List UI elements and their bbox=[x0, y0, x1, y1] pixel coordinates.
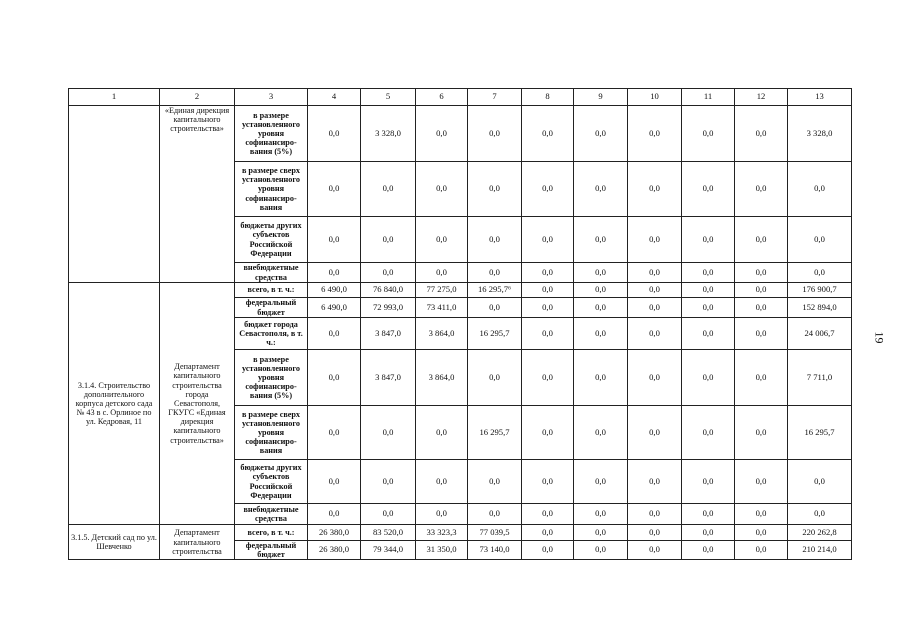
value-cell: 0,0 bbox=[735, 283, 788, 298]
value-cell: 0,0 bbox=[682, 263, 735, 283]
header-cell: 2 bbox=[160, 89, 235, 106]
organization-cell: Департамент капитального строительства города Севастополя, ГКУГС «Единая дирекция капитального строительства» bbox=[160, 283, 235, 525]
value-cell: 0,0 bbox=[416, 504, 468, 525]
header-cell: 9 bbox=[574, 89, 628, 106]
value-cell: 0,0 bbox=[522, 541, 574, 560]
value-cell: 24 006,7 bbox=[788, 318, 852, 350]
value-cell: 0,0 bbox=[522, 283, 574, 298]
value-cell: 0,0 bbox=[628, 162, 682, 217]
funding-category-cell: внебюджетные средства bbox=[235, 263, 308, 283]
value-cell: 0,0 bbox=[735, 217, 788, 263]
value-cell: 0,0 bbox=[735, 460, 788, 504]
value-cell: 0,0 bbox=[682, 541, 735, 560]
project-name-cell: 3.1.4. Строительство дополнительного корпуса детского сада № 43 в с. Орлиное по ул. Кедровая, 11 bbox=[69, 283, 160, 525]
value-cell: 0,0 bbox=[361, 504, 416, 525]
value-cell: 3 328,0 bbox=[788, 106, 852, 162]
value-cell: 0,0 bbox=[788, 162, 852, 217]
value-cell: 0,0 bbox=[682, 162, 735, 217]
value-cell: 0,0 bbox=[682, 406, 735, 460]
value-cell: 0,0 bbox=[735, 504, 788, 525]
value-cell: 3 847,0 bbox=[361, 350, 416, 406]
value-cell: 0,0 bbox=[308, 106, 361, 162]
value-cell: 6 490,0 bbox=[308, 283, 361, 298]
value-cell: 0,0 bbox=[574, 217, 628, 263]
header-row bbox=[69, 89, 852, 106]
value-cell: 0,0 bbox=[574, 318, 628, 350]
page-number: 19 bbox=[872, 331, 887, 344]
value-cell: 0,0 bbox=[682, 525, 735, 541]
table-row bbox=[69, 283, 852, 298]
value-cell: 0,0 bbox=[522, 217, 574, 263]
value-cell: 0,0 bbox=[682, 350, 735, 406]
value-cell: 76 840,0 bbox=[361, 283, 416, 298]
value-cell: 6 490,0 bbox=[308, 298, 361, 318]
value-cell: 0,0 bbox=[682, 504, 735, 525]
value-cell: 77 039,5 bbox=[468, 525, 522, 541]
funding-category-cell: бюджет города Севастополя, в т. ч.: bbox=[235, 318, 308, 350]
value-cell: 0,0 bbox=[682, 298, 735, 318]
organization-cell: Департамент капитального строительства bbox=[160, 525, 235, 560]
value-cell: 0,0 bbox=[628, 263, 682, 283]
value-cell: 0,0 bbox=[308, 217, 361, 263]
value-cell: 0,0 bbox=[682, 283, 735, 298]
value-cell: 0,0 bbox=[361, 460, 416, 504]
value-cell: 0,0 bbox=[361, 162, 416, 217]
value-cell: 16 295,7⁶ bbox=[468, 283, 522, 298]
value-cell: 16 295,7 bbox=[788, 406, 852, 460]
value-cell: 0,0 bbox=[788, 504, 852, 525]
value-cell: 0,0 bbox=[628, 406, 682, 460]
value-cell: 0,0 bbox=[735, 263, 788, 283]
value-cell: 73 140,0 bbox=[468, 541, 522, 560]
value-cell: 0,0 bbox=[574, 406, 628, 460]
value-cell: 0,0 bbox=[308, 460, 361, 504]
value-cell: 7 711,0 bbox=[788, 350, 852, 406]
value-cell: 3 847,0 bbox=[361, 318, 416, 350]
funding-category-cell: в размере установленного уровня софинансиро-вания (5%) bbox=[235, 350, 308, 406]
value-cell: 0,0 bbox=[468, 504, 522, 525]
header-cell: 7 bbox=[468, 89, 522, 106]
header-cell: 4 bbox=[308, 89, 361, 106]
value-cell: 31 350,0 bbox=[416, 541, 468, 560]
value-cell: 0,0 bbox=[361, 217, 416, 263]
value-cell: 0,0 bbox=[574, 350, 628, 406]
value-cell: 0,0 bbox=[416, 460, 468, 504]
value-cell: 0,0 bbox=[416, 263, 468, 283]
funding-category-cell: в размере сверх установленного уровня софинансиро-вания bbox=[235, 406, 308, 460]
value-cell: 0,0 bbox=[574, 263, 628, 283]
value-cell: 16 295,7 bbox=[468, 318, 522, 350]
funding-category-cell: внебюджетные средства bbox=[235, 504, 308, 525]
table-row bbox=[69, 106, 852, 162]
header-cell: 8 bbox=[522, 89, 574, 106]
value-cell: 0,0 bbox=[308, 162, 361, 217]
value-cell: 0,0 bbox=[308, 318, 361, 350]
funding-category-cell: федеральный бюджет bbox=[235, 541, 308, 560]
header-cell: 12 bbox=[735, 89, 788, 106]
value-cell: 26 380,0 bbox=[308, 525, 361, 541]
header-cell: 5 bbox=[361, 89, 416, 106]
value-cell: 0,0 bbox=[682, 217, 735, 263]
value-cell: 0,0 bbox=[416, 106, 468, 162]
value-cell: 0,0 bbox=[522, 106, 574, 162]
value-cell: 0,0 bbox=[522, 263, 574, 283]
funding-category-cell: всего, в т. ч.: bbox=[235, 525, 308, 541]
value-cell: 83 520,0 bbox=[361, 525, 416, 541]
funding-category-cell: в размере установленного уровня софинансиро-вания (5%) bbox=[235, 106, 308, 162]
value-cell: 3 328,0 bbox=[361, 106, 416, 162]
value-cell: 0,0 bbox=[416, 162, 468, 217]
value-cell: 0,0 bbox=[574, 106, 628, 162]
value-cell: 0,0 bbox=[522, 406, 574, 460]
header-cell: 3 bbox=[235, 89, 308, 106]
project-name-cell: 3.1.5. Детский сад по ул. Шевченко bbox=[69, 525, 160, 560]
value-cell: 73 411,0 bbox=[416, 298, 468, 318]
value-cell: 33 323,3 bbox=[416, 525, 468, 541]
value-cell: 0,0 bbox=[468, 460, 522, 504]
value-cell: 0,0 bbox=[574, 162, 628, 217]
value-cell: 0,0 bbox=[361, 406, 416, 460]
value-cell: 26 380,0 bbox=[308, 541, 361, 560]
value-cell: 0,0 bbox=[522, 525, 574, 541]
value-cell: 0,0 bbox=[468, 263, 522, 283]
value-cell: 0,0 bbox=[522, 504, 574, 525]
value-cell: 0,0 bbox=[416, 217, 468, 263]
value-cell: 0,0 bbox=[522, 318, 574, 350]
value-cell: 0,0 bbox=[628, 298, 682, 318]
value-cell: 0,0 bbox=[628, 283, 682, 298]
value-cell: 0,0 bbox=[574, 298, 628, 318]
table-row bbox=[69, 525, 852, 541]
value-cell: 0,0 bbox=[416, 406, 468, 460]
funding-category-cell: всего, в т. ч.: bbox=[235, 283, 308, 298]
funding-category-cell: бюджеты других субъектов Российской Федерации bbox=[235, 460, 308, 504]
value-cell: 0,0 bbox=[628, 541, 682, 560]
value-cell: 0,0 bbox=[468, 350, 522, 406]
value-cell: 0,0 bbox=[628, 350, 682, 406]
value-cell: 0,0 bbox=[788, 460, 852, 504]
header-cell: 1 bbox=[69, 89, 160, 106]
value-cell: 0,0 bbox=[468, 298, 522, 318]
value-cell: 176 900,7 bbox=[788, 283, 852, 298]
value-cell: 0,0 bbox=[735, 162, 788, 217]
value-cell: 0,0 bbox=[628, 525, 682, 541]
value-cell: 0,0 bbox=[574, 460, 628, 504]
value-cell: 0,0 bbox=[735, 350, 788, 406]
value-cell: 210 214,0 bbox=[788, 541, 852, 560]
value-cell: 16 295,7 bbox=[468, 406, 522, 460]
value-cell: 79 344,0 bbox=[361, 541, 416, 560]
value-cell: 0,0 bbox=[735, 298, 788, 318]
header-cell: 6 bbox=[416, 89, 468, 106]
organization-cell: «Единая дирекция капитального строительства» bbox=[160, 106, 235, 283]
value-cell: 0,0 bbox=[522, 460, 574, 504]
value-cell: 0,0 bbox=[574, 283, 628, 298]
value-cell: 77 275,0 bbox=[416, 283, 468, 298]
value-cell: 0,0 bbox=[468, 106, 522, 162]
value-cell: 152 894,0 bbox=[788, 298, 852, 318]
value-cell: 0,0 bbox=[308, 263, 361, 283]
value-cell: 0,0 bbox=[788, 263, 852, 283]
budget-table bbox=[68, 88, 852, 560]
value-cell: 0,0 bbox=[574, 525, 628, 541]
value-cell: 0,0 bbox=[682, 460, 735, 504]
value-cell: 0,0 bbox=[735, 106, 788, 162]
funding-category-cell: бюджеты других субъектов Российской Федерации bbox=[235, 217, 308, 263]
value-cell: 72 993,0 bbox=[361, 298, 416, 318]
value-cell: 0,0 bbox=[574, 541, 628, 560]
value-cell: 3 864,0 bbox=[416, 318, 468, 350]
value-cell: 0,0 bbox=[735, 406, 788, 460]
value-cell: 0,0 bbox=[628, 106, 682, 162]
funding-category-cell: в размере сверх установленного уровня софинансиро-вания bbox=[235, 162, 308, 217]
value-cell: 0,0 bbox=[361, 263, 416, 283]
value-cell: 0,0 bbox=[735, 541, 788, 560]
table-body bbox=[69, 89, 852, 560]
value-cell: 0,0 bbox=[735, 318, 788, 350]
value-cell: 3 864,0 bbox=[416, 350, 468, 406]
header-cell: 11 bbox=[682, 89, 735, 106]
value-cell: 0,0 bbox=[308, 504, 361, 525]
project-name-cell bbox=[69, 106, 160, 283]
value-cell: 0,0 bbox=[468, 217, 522, 263]
header-cell: 13 bbox=[788, 89, 852, 106]
value-cell: 0,0 bbox=[788, 217, 852, 263]
value-cell: 0,0 bbox=[628, 318, 682, 350]
value-cell: 0,0 bbox=[308, 350, 361, 406]
value-cell: 220 262,8 bbox=[788, 525, 852, 541]
value-cell: 0,0 bbox=[628, 504, 682, 525]
value-cell: 0,0 bbox=[522, 162, 574, 217]
value-cell: 0,0 bbox=[468, 162, 522, 217]
value-cell: 0,0 bbox=[522, 350, 574, 406]
value-cell: 0,0 bbox=[308, 406, 361, 460]
value-cell: 0,0 bbox=[735, 525, 788, 541]
value-cell: 0,0 bbox=[522, 298, 574, 318]
value-cell: 0,0 bbox=[628, 460, 682, 504]
value-cell: 0,0 bbox=[682, 106, 735, 162]
header-cell: 10 bbox=[628, 89, 682, 106]
value-cell: 0,0 bbox=[682, 318, 735, 350]
value-cell: 0,0 bbox=[574, 504, 628, 525]
value-cell: 0,0 bbox=[628, 217, 682, 263]
funding-category-cell: федеральный бюджет bbox=[235, 298, 308, 318]
